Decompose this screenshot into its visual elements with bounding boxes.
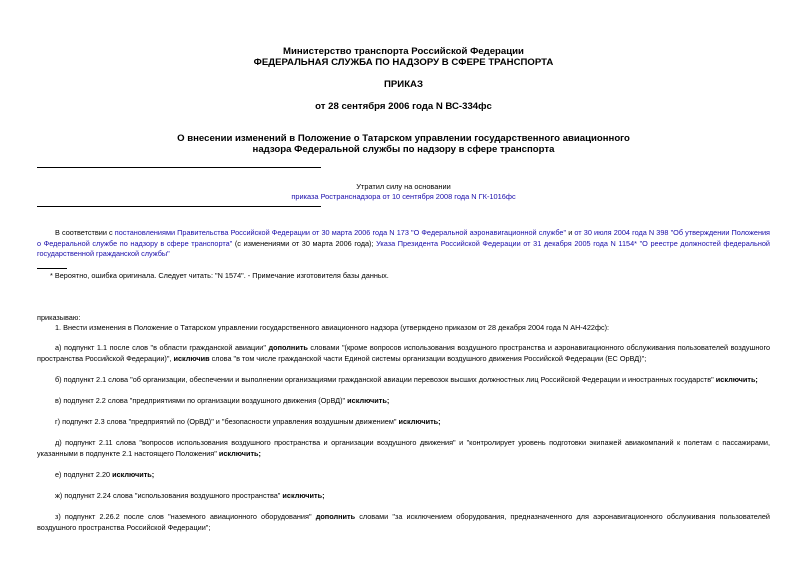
subitem-a-text-3: слова "в том числе гражданской части Единой системы организации воздушного движения Российской Федерации (ЕС ОрВД)"; xyxy=(209,353,647,363)
subitem-d xyxy=(37,438,770,459)
document-type: ПРИКАЗ xyxy=(384,79,423,90)
item-1: 1. Внести изменения в Положение о Татарском управлении государственного авиационного надзора (утверждено приказом от 28 декабря 2004 года N АН-422фс): xyxy=(55,323,610,332)
subitem-zh xyxy=(37,491,770,502)
preamble-text-1: В соответствии с xyxy=(55,228,115,237)
subitem-e-bold: исключить; xyxy=(112,470,155,479)
ministry-name: Министерство транспорта Российской Федерации xyxy=(283,46,524,57)
subitem-g-text: г) подпункт 2.3 слова "предприятий по (ОрВД)" и "безопасности управления воздушным движением" xyxy=(55,417,399,426)
subitem-e-text: е) подпункт 2.20 xyxy=(55,470,113,479)
subitem-d-bold: исключить; xyxy=(218,448,261,458)
subitem-z xyxy=(37,512,770,533)
government-decree-link[interactable]: постановлениями Правительства Российской Федерации от 30 марта 2006 года N 173 "О Федеральной аэронавигационной службе" xyxy=(114,228,567,237)
subitem-g-bold: исключить; xyxy=(398,417,441,426)
subitem-zh-bold: исключить; xyxy=(282,491,325,500)
subitem-z-text-2: словами "за исключением оборудования, предназначенного для аэронавигационного обслуживания пользователей воздушного пространства Российской Федерации"; xyxy=(37,512,770,532)
subitem-e xyxy=(37,470,770,481)
subitem-v-bold: исключить; xyxy=(347,396,390,405)
preamble-text-3: (с изменениями от 30 марта 2006 года); xyxy=(232,238,377,248)
subitem-z-bold: дополнить xyxy=(315,512,356,521)
footnote: * Вероятно, ошибка оригинала. Следует читать: "N 1574". - Примечание изготовителя базы данных. xyxy=(50,271,389,280)
subitem-a-text-2: словами "(кроме вопросов использования воздушного пространства и аэронавигационного обслуживания пользователей воздушного пространства Российской Федерации)", xyxy=(37,343,770,363)
subitem-a-bold-2: исключив xyxy=(173,353,210,363)
divider-top xyxy=(37,167,321,168)
document-title-line-1: О внесении изменений в Положение о Татарском управлении государственного авиационного xyxy=(177,133,630,144)
subitem-b-text: б) подпункт 2.1 слова "об организации, обеспечении и выполнении организациями гражданской авиации перевозок высших должностных лиц Российской Федерации и иностранных государств" xyxy=(55,375,716,384)
lost-force-note-link-line xyxy=(0,192,807,202)
subitem-a-text-1: а) подпункт 1.1 после слов "в области гражданской авиации" xyxy=(55,343,269,352)
subitem-d-text: д) подпункт 2.11 слова "вопросов использования воздушного пространства и организации воздушного движения" и "контролирует уровень подготовки экипажей авиакомпаний к полетам с пассажирами, указанными в подпункте 2.1 настоящего Положения" xyxy=(37,438,770,458)
service-name: ФЕДЕРАЛЬНАЯ СЛУЖБА ПО НАДЗОРУ В СФЕРЕ ТРАНСПОРТА xyxy=(253,57,554,68)
subitem-g xyxy=(37,417,770,428)
presidential-decree-link[interactable]: Указа Президента Российской Федерации от 31 декабря 2005 года N 1154* "О реестре должностей федеральной государственной гражданской службы" xyxy=(37,238,770,258)
lost-force-note: Утратил силу на основании xyxy=(356,182,451,191)
footnote-divider xyxy=(37,268,67,269)
document-title-line-2: надзора Федеральной службы по надзору в сфере транспорта xyxy=(252,144,555,155)
subitem-b xyxy=(37,375,770,386)
lost-force-link[interactable]: приказа Ространснадзора от 10 сентября 2008 года N ГК-1016фс xyxy=(291,192,516,201)
subitem-zh-text: ж) подпункт 2.24 слова "использования воздушного пространства" xyxy=(55,491,283,500)
subitem-v xyxy=(37,396,770,407)
document-date-number: от 28 сентября 2006 года N ВС-334фс xyxy=(315,101,492,112)
subitem-v-text: в) подпункт 2.2 слова "предприятиями по организации воздушного движения (ОрВД)" xyxy=(55,396,348,405)
preamble-paragraph xyxy=(37,228,770,260)
government-decree-2004-link[interactable]: от 30 июля 2004 года N 398 "Об утверждении Положения о Федеральной службе по надзору в сфере транспорта" xyxy=(37,228,771,248)
order-word: приказываю: xyxy=(37,313,81,322)
subitem-b-bold: исключить; xyxy=(715,375,758,384)
subitem-a xyxy=(37,343,770,364)
subitem-z-text-1: з) подпункт 2.26.2 после слов "наземного авиационного оборудования" xyxy=(55,512,316,521)
divider-bottom xyxy=(37,206,321,207)
subitem-a-bold-1: дополнить xyxy=(268,343,308,352)
preamble-text-2: и xyxy=(566,228,575,237)
